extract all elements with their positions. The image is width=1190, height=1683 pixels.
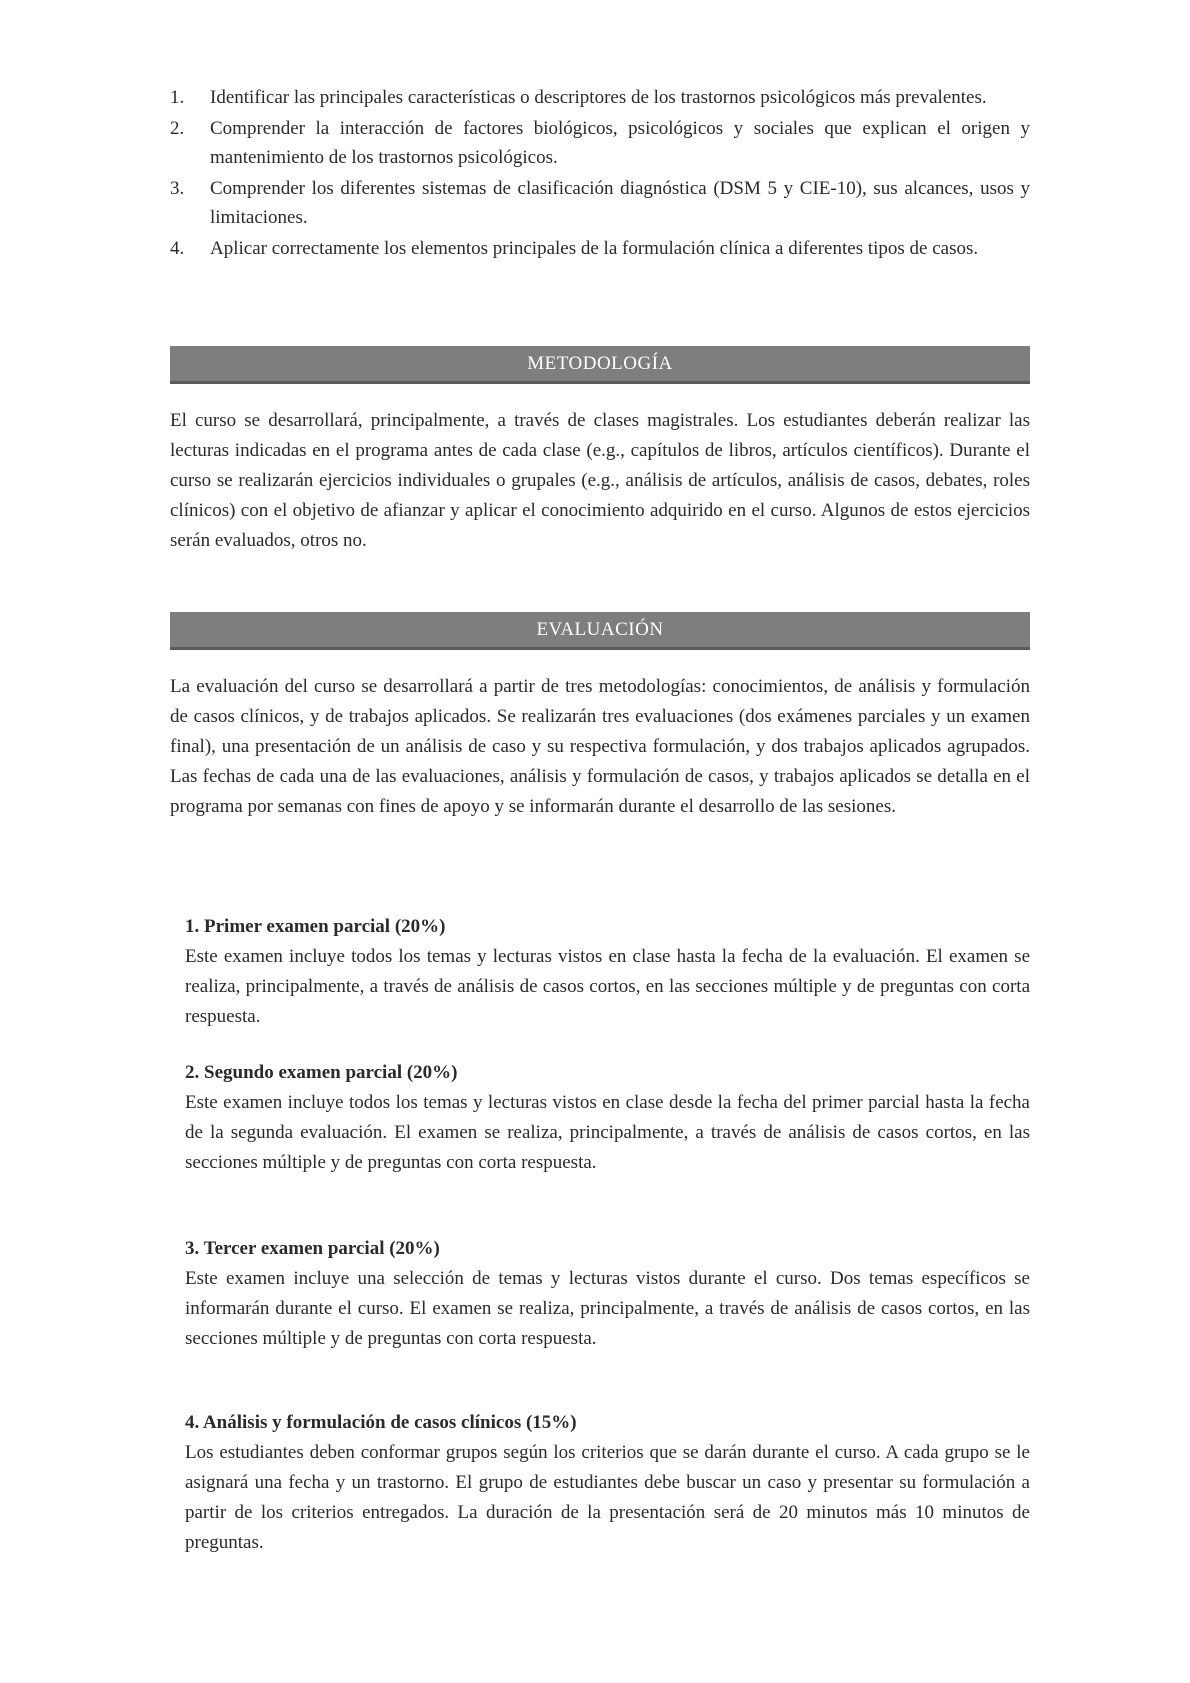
list-number: 4. bbox=[170, 238, 185, 259]
methodology-heading-band bbox=[170, 346, 1030, 384]
evaluation-item bbox=[185, 1234, 1030, 1354]
list-item bbox=[170, 174, 1030, 232]
evaluation-item-title: 2. Segundo examen parcial (20%) bbox=[185, 1062, 458, 1083]
evaluation-item-body: Este examen incluye todos los temas y lecturas vistos en clase hasta la fecha de la evaluación. El examen se realiza, principalmente, a través de análisis de casos cortos, en las secciones múltiple y de preguntas con corta respuesta. bbox=[185, 946, 1030, 1027]
evaluation-item-body: Los estudiantes deben conformar grupos según los criterios que se darán durante el curso. A cada grupo se le asignará una fecha y un trastorno. El grupo de estudiantes debe buscar un caso y presentar su formulación a partir de los criterios entregados. La duración de la presentación será de 20 minutos más 10 minutos de preguntas. bbox=[185, 1442, 1030, 1553]
evaluation-item-title: 3. Tercer examen parcial (20%) bbox=[185, 1238, 440, 1259]
list-item bbox=[170, 114, 1030, 172]
methodology-paragraph: El curso se desarrollará, principalmente, a través de clases magistrales. Los estudiantes deberán realizar las lecturas indicadas en el programa antes de cada clase (e.g., capítulos de libros, artículos científicos). Durante el curso se realizarán ejercicios individuales o grupales (e.g., análisis de artículos, análisis de casos, debates, roles clínicos) con el objetivo de afianzar y aplicar el conocimiento adquirido en el curso. Algunos de estos ejercicios serán evaluados, otros no. bbox=[170, 410, 1030, 551]
list-text: Comprender los diferentes sistemas de clasificación diagnóstica (DSM 5 y CIE-10), sus alcances, usos y limitaciones. bbox=[210, 178, 1030, 228]
list-item bbox=[170, 83, 1030, 112]
list-text: Identificar las principales características o descriptores de los trastornos psicológicos más prevalentes. bbox=[210, 87, 987, 108]
list-item bbox=[170, 234, 1030, 263]
evaluation-item-body: Este examen incluye todos los temas y lecturas vistos en clase desde la fecha del primer parcial hasta la fecha de la segunda evaluación. El examen se realiza, principalmente, a través de análisis de casos cortos, en las secciones múltiple y de preguntas con corta respuesta. bbox=[185, 1092, 1030, 1173]
evaluation-item-title: 4. Análisis y formulación de casos clínicos (15%) bbox=[185, 1412, 577, 1433]
evaluation-item bbox=[185, 912, 1030, 1032]
objectives-list bbox=[170, 83, 1030, 265]
list-number: 2. bbox=[170, 118, 185, 139]
list-number: 1. bbox=[170, 87, 185, 108]
evaluation-heading-band bbox=[170, 612, 1030, 650]
list-text: Aplicar correctamente los elementos principales de la formulación clínica a diferentes tipos de casos. bbox=[210, 238, 979, 259]
evaluation-item bbox=[185, 1058, 1030, 1178]
evaluation-item bbox=[185, 1408, 1030, 1558]
methodology-heading: METODOLOGÍA bbox=[527, 352, 673, 374]
list-number: 3. bbox=[170, 178, 185, 199]
evaluation-item-body: Este examen incluye una selección de temas y lecturas vistos durante el curso. Dos temas específicos se informarán durante el curso. El examen se realiza, principalmente, a través de análisis de casos cortos, en las secciones múltiple y de preguntas con corta respuesta. bbox=[185, 1268, 1030, 1349]
list-text: Comprender la interacción de factores biológicos, psicológicos y sociales que explican el origen y mantenimiento de los trastornos psicológicos. bbox=[210, 118, 1030, 168]
evaluation-item-title: 1. Primer examen parcial (20%) bbox=[185, 916, 446, 937]
evaluation-heading: EVALUACIÓN bbox=[536, 618, 664, 640]
evaluation-paragraph: La evaluación del curso se desarrollará a partir de tres metodologías: conocimientos, de análisis y formulación de casos clínicos, y de trabajos aplicados. Se realizarán tres evaluaciones (dos exámenes parciales y un examen final), una presentación de un análisis de caso y su respectiva formulación, y dos trabajos aplicados agrupados. Las fechas de cada una de las evaluaciones, análisis y formulación de casos, y trabajos aplicados se detalla en el programa por semanas con fines de apoyo y se informarán durante el desarrollo de las sesiones. bbox=[170, 676, 1030, 817]
